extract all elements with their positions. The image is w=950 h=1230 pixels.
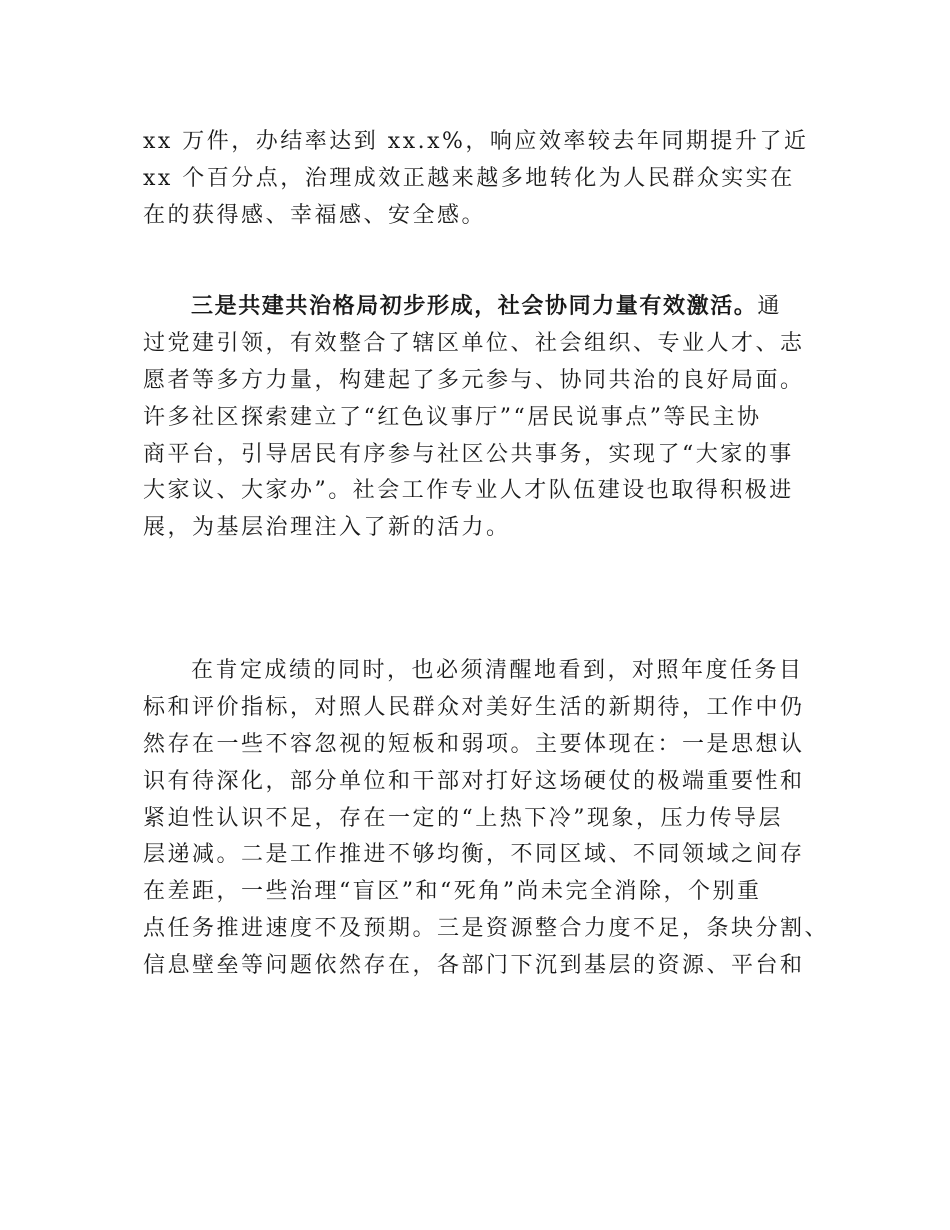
text-line (143, 289, 843, 326)
text-line: 然存在一些不容忽视的短板和弱项。主要体现在：一是思想认 (143, 731, 805, 757)
heading-trailing-text: 通 (757, 294, 782, 319)
text-line: 展，为基层治理注入了新的活力。 (143, 515, 511, 541)
text-line: 识有待深化，部分单位和干部对打好这场硬仗的极端重要性和 (143, 768, 805, 794)
text-line: xx 万件，办结率达到 xx.x%，响应效率较去年同期提升了近 (143, 129, 809, 154)
text-line: 在差距，一些治理“盲区”和“死角”尚未完全消除，个别重 (143, 879, 762, 905)
text-line: xx 个百分点，治理成效正越来越多地转化为人民群众实实在 (143, 165, 795, 191)
text-line: 过党建引领，有效整合了辖区单位、社会组织、专业人才、志 (143, 330, 805, 356)
text-line: 层递减。二是工作推进不够均衡，不同区域、不同领域之间存 (143, 842, 805, 868)
text-line: 标和评价指标，对照人民群众对美好生活的新期待，工作中仍 (143, 694, 805, 720)
paragraph-shortcomings (143, 653, 843, 985)
text-line: 紧迫性认识不足，存在一定的“上热下冷”现象，压力传导层 (143, 805, 783, 831)
text-line: 点任务推进速度不及预期。三是资源整合力度不足，条块分割、 (143, 916, 830, 942)
text-line: 愿者等多方力量，构建起了多元参与、协同共治的良好局面。 (143, 367, 805, 393)
text-line: 许多社区探索建立了“红色议事厅”“居民说事点”等民主协 (143, 404, 762, 430)
text-line: 在的获得感、幸福感、安全感。 (143, 202, 487, 228)
text-line: 商平台，引导居民有序参与社区公共事务，实现了“大家的事 (143, 441, 794, 467)
text-line: 大家议、大家办”。社会工作专业人才队伍建设也取得积极进 (143, 478, 794, 504)
paragraph-co-governance (143, 289, 843, 547)
text-line: 在肯定成绩的同时，也必须清醒地看到，对照年度任务目 (191, 658, 804, 683)
section-heading: 三是共建共治格局初步形成，社会协同力量有效激活。 (191, 294, 758, 319)
text-line: 信息壁垒等问题依然存在，各部门下沉到基层的资源、平台和 (143, 953, 805, 979)
paragraph-results-continued (143, 124, 843, 235)
